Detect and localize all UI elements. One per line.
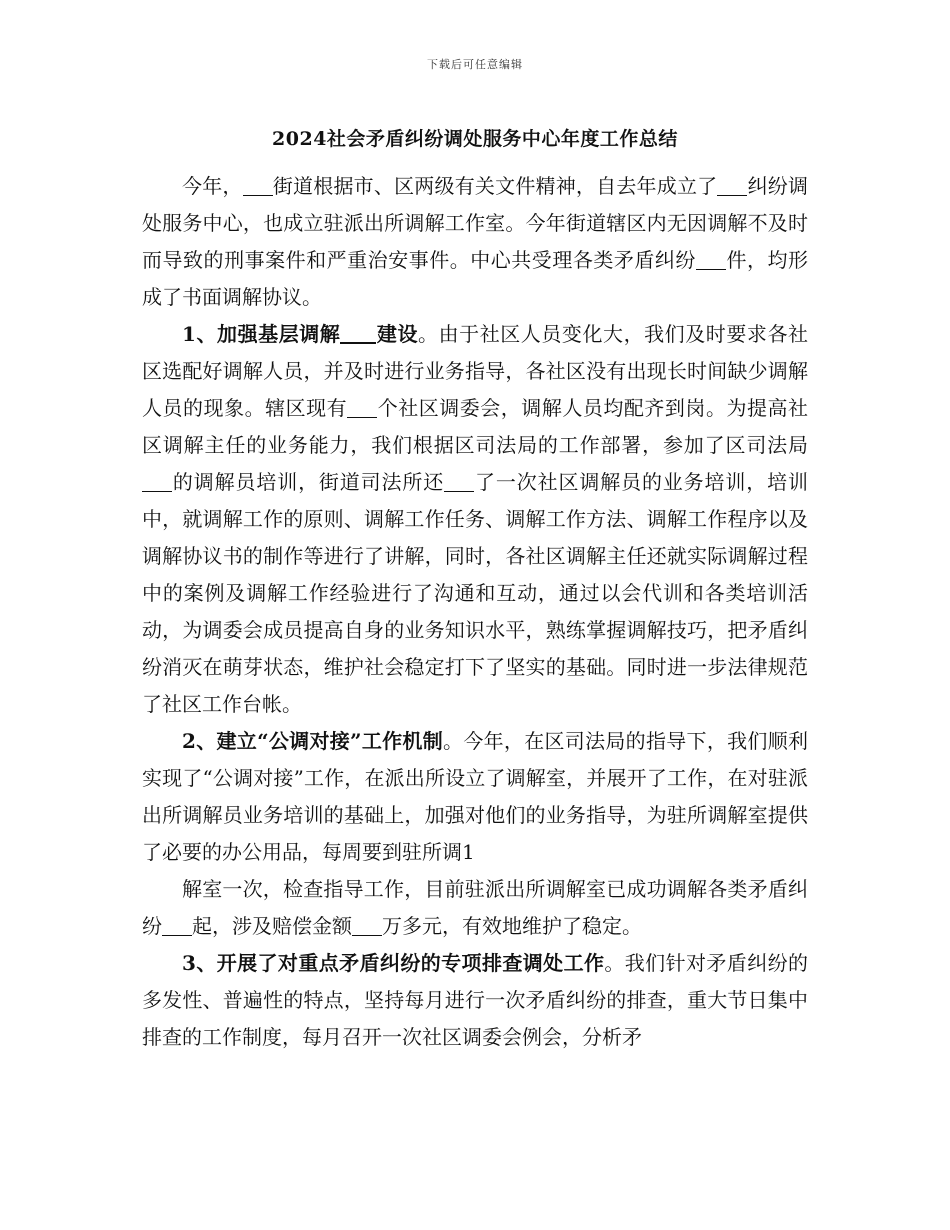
document-body	[142, 168, 808, 1056]
paragraph-section-1: 1、加强基层调解 建设。由于社区人员变化大，我们及时要求各社区选配好调解人员，并及时进行业务指导，各社区没有出现长时间缺少调解人员的现象。辖区现有 个社区调委会，调解人员均配齐到岗。为提高社区调解主任的业务能力，我们根据区司法局的工作部署，参加了区司法局的调解员培训，街道司法所还 了一次社区调解员的业务培训，培训中，就调解工作的原则、调解工作任务、调解工作方法、调解工作程序以及调解协议书的制作等进行了讲解，同时，各社区调解主任还就实际调解过程中的案例及调解工作经验进行了沟通和互动，通过以会代训和各类培训活动，为调委会成员提高自身的业务知识水平，熟练掌握调解技巧，把矛盾纠纷消灭在萌芽状态，维护社会稳定打下了坚实的基础。同时进一步法律规范了社区工作台帐。	[142, 322, 809, 716]
blank-field	[444, 471, 474, 492]
blank-field	[717, 175, 747, 196]
blank-field	[696, 249, 726, 270]
section-heading-2: 2、建立“公调对接”工作机制	[182, 729, 444, 753]
header-note: 下载后可任意编辑	[427, 58, 523, 71]
blank-field	[142, 471, 172, 492]
blank-field	[162, 915, 192, 936]
section-heading-1: 1、加强基层调解 建设	[182, 322, 419, 346]
paragraph-section-2-continued: 解室一次，检查指导工作，目前驻派出所调解室已成功调解各类矛盾纠纷 起，涉及赔偿金额 万多元，有效地维护了稳定。	[142, 877, 808, 938]
paragraph-section-2: 2、建立“公调对接”工作机制。今年，在区司法局的指导下，我们顺利实现了“公调对接”工作，在派出所设立了调解室，并展开了工作，在对驻派出所调解员业务培训的基础上，加强对他们的业务指导，为驻所调解室提供了必要的办公用品，每周要到驻所调1	[142, 729, 809, 864]
blank-field	[347, 397, 377, 418]
section-heading-3: 3、开展了对重点矛盾纠纷的专项排查调处工作	[182, 951, 605, 975]
blank-field	[352, 915, 382, 936]
blank-field	[340, 322, 376, 344]
document-title: 2024社会矛盾纠纷调处服务中心年度工作总结	[272, 128, 678, 150]
paragraph-section-3: 3、开展了对重点矛盾纠纷的专项排查调处工作。我们针对矛盾纠纷的多发性、普遍性的特点，坚持每月进行一次矛盾纠纷的排查，重大节日集中排查的工作制度，每月召开一次社区调委会例会，分析矛	[142, 951, 808, 1049]
paragraph-intro: 今年， 街道根据市、区两级有关文件精神，自去年成立了 纠纷调处服务中心，也成立驻派出所调解工作室。今年街道辖区内无因调解不及时而导致的刑事案件和严重治安事件。中心共受理各类矛盾纠纷 件，均形成了书面调解协议。	[142, 174, 809, 309]
blank-field	[243, 175, 273, 196]
